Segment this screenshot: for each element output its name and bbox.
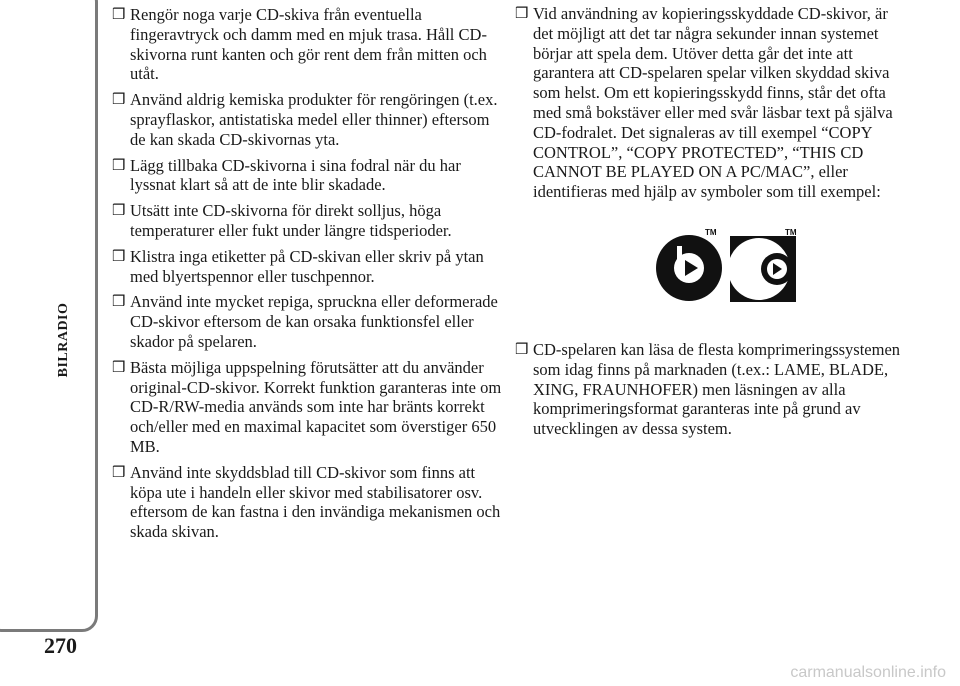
checkbox-bullet-icon: ❒ xyxy=(112,292,126,311)
list-item xyxy=(112,247,508,287)
trademark-mark: TM xyxy=(785,227,797,237)
list-item xyxy=(112,292,508,351)
copy-protection-square-icon xyxy=(729,226,799,302)
list-item-text: Använd inte mycket repiga, spruckna eller deformerade CD-skivor eftersom de kan orsaka funktionsfel eller skador på spelaren. xyxy=(130,292,498,351)
right-column xyxy=(515,4,911,445)
left-column xyxy=(112,5,508,548)
list-item xyxy=(112,358,508,457)
list-item xyxy=(515,340,911,439)
checkbox-bullet-icon: ❒ xyxy=(112,201,126,220)
list-item xyxy=(112,463,508,542)
list-item-text: Bästa möjliga uppspelning förutsätter att du använder original-CD-skivor. Korrekt funktion garanteras inte om CD-R/RW-media används som inte har bränts korrekt och/eller med en maximal kapacitet som överstiger 650 MB. xyxy=(130,357,502,456)
list-item-text: Vid användning av kopieringsskyddade CD-skivor, är det möjligt att det tar några sekunder innan systemet börjar att spela dem. Utöver detta går det inte att garantera att CD-spelaren spelar vilken skyddad skiva som helst. Om ett kopieringsskydd finns, står det ofta med små bokstäver eller med svår läsbar text på själva CD-fodralet. Det signaleras av till exempel “COPY CONTROL”, “COPY PROTECTED”, “THIS CD CANNOT BE PLAYED ON A PC/MAC”, eller identifieras med hjälp av symboler som till exempel: xyxy=(533,4,893,202)
list-item xyxy=(112,5,508,84)
page-tab-frame xyxy=(0,0,98,632)
list-item-text: Lägg tillbaka CD-skivorna i sina fodral när du har lyssnat klart så att de inte blir skadade. xyxy=(130,155,461,195)
checkbox-bullet-icon: ❒ xyxy=(112,357,126,376)
checkbox-bullet-icon: ❒ xyxy=(112,246,126,265)
watermark: carmanualsonline.info xyxy=(790,664,946,681)
list-item-text: Klistra inga etiketter på CD-skivan eller skriv på ytan med blyertspennor eller tuschpennor. xyxy=(130,246,484,286)
list-item-text: Rengör noga varje CD-skiva från eventuella fingeravtryck och damm med en mjuk trasa. Håll CD-skivorna runt kanten och gör rent dem från mitten och utåt. xyxy=(130,5,487,84)
list-item xyxy=(112,201,508,241)
list-item xyxy=(112,156,508,196)
section-label: BILRADIO xyxy=(56,302,71,378)
list-item-text: CD-spelaren kan läsa de flesta komprimeringssystemen som idag finns på marknaden (t.ex.: LAME, BLADE, XING, FRAUNHOFER) men läsningen av alla komprimeringsformat garanteras inte på grund av utvecklingen av dessa system. xyxy=(533,339,901,439)
list-item xyxy=(515,4,911,202)
checkbox-bullet-icon: ❒ xyxy=(112,90,126,109)
copy-protection-symbols xyxy=(577,226,877,302)
trademark-mark: TM xyxy=(705,227,717,237)
checkbox-bullet-icon: ❒ xyxy=(112,462,126,481)
list-item-text: Utsätt inte CD-skivorna för direkt solljus, höga temperaturer eller fukt under längre tidsperioder. xyxy=(130,201,452,240)
list-item-text: Använd aldrig kemiska produkter för rengöringen (t.ex. sprayflaskor, antistatiska medel eller thinner) eftersom de kan skada CD-skivornas yta. xyxy=(130,90,498,149)
checkbox-bullet-icon: ❒ xyxy=(112,5,126,23)
list-item-text: Använd inte skyddsblad till CD-skivor som finns att köpa ute i handeln eller skivor med stabilisatorer osv. eftersom de kan fastna i den invändiga mekanismen och skada skivan. xyxy=(130,462,501,542)
checkbox-bullet-icon: ❒ xyxy=(515,4,529,22)
list-item xyxy=(112,90,508,149)
page-number: 270 xyxy=(44,633,77,658)
checkbox-bullet-icon: ❒ xyxy=(112,155,126,174)
checkbox-bullet-icon: ❒ xyxy=(515,339,529,358)
copy-protection-circle-icon xyxy=(655,226,725,302)
